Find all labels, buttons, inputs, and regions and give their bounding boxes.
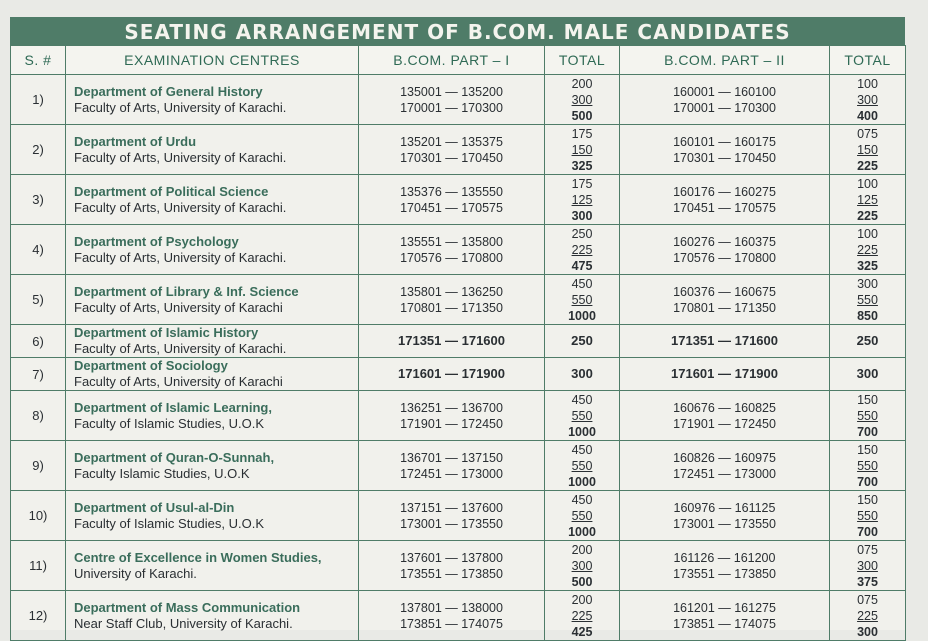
total-value: 100 [857, 176, 878, 191]
total-value: 550 [571, 292, 593, 307]
table-row [11, 358, 906, 391]
header-part2: B.COM. PART – II [620, 46, 830, 75]
part2-range-cell [620, 491, 830, 541]
total-value: 450 [571, 392, 593, 407]
serial-number: 9) [11, 441, 66, 491]
part2-total-cell [830, 75, 906, 125]
part2-range-cell [620, 275, 830, 325]
total-value: 225 [857, 242, 878, 257]
total-value: 250 [571, 333, 593, 348]
faculty-name: Faculty of Arts, University of Karachi. [74, 341, 287, 356]
roll-range: 173851 — 174075 [673, 616, 776, 631]
roll-range: 171351 — 171600 [398, 333, 505, 348]
total-value: 150 [857, 392, 878, 407]
department-name: Department of Library & Inf. Science [74, 283, 299, 299]
roll-range: 137151 — 137600 [400, 500, 503, 515]
part1-total-cell [545, 175, 620, 225]
part2-range-cell [620, 391, 830, 441]
total-value: 400 [857, 108, 878, 123]
part1-total-cell [545, 541, 620, 591]
roll-range: 170001 — 170300 [673, 100, 776, 115]
part1-range-cell [359, 225, 545, 275]
total-value: 300 [571, 366, 593, 381]
part1-total-cell [545, 225, 620, 275]
total-value: 125 [857, 192, 878, 207]
exam-centre-cell [66, 441, 359, 491]
department-name: Department of Islamic Learning, [74, 399, 272, 415]
total-value: 200 [571, 76, 593, 91]
header-centre: EXAMINATION CENTRES [66, 46, 359, 75]
total-value: 300 [856, 366, 879, 381]
part1-range-cell [359, 391, 545, 441]
part1-range-cell [359, 125, 545, 175]
roll-range: 171601 — 171900 [671, 366, 778, 381]
exam-centre-cell [66, 358, 359, 391]
serial-number: 10) [11, 491, 66, 541]
total-value: 100 [857, 226, 878, 241]
total-value: 500 [571, 574, 593, 589]
faculty-name: Faculty of Arts, University of Karachi. [74, 99, 287, 115]
part2-range-cell [620, 125, 830, 175]
total-value: 550 [571, 508, 593, 523]
part2-total-cell [830, 275, 906, 325]
total-value: 450 [571, 276, 593, 291]
faculty-name: Faculty of Arts, University of Karachi. [74, 149, 287, 165]
total-value: 075 [857, 592, 878, 607]
total-value: 200 [571, 542, 593, 557]
part2-total-cell [830, 391, 906, 441]
table-row [11, 325, 906, 358]
roll-range: 136251 — 136700 [400, 400, 503, 415]
roll-range: 160826 — 160975 [673, 450, 776, 465]
total-value: 225 [857, 208, 878, 223]
total-value: 100 [857, 76, 878, 91]
department-name: Department of Islamic History [74, 325, 259, 340]
header-sn: S. # [11, 46, 66, 75]
part2-range-cell [620, 541, 830, 591]
exam-centre-cell [66, 591, 359, 641]
total-value: 300 [571, 558, 593, 573]
exam-centre-cell [66, 541, 359, 591]
roll-range: 135801 — 136250 [400, 284, 503, 299]
total-value: 075 [857, 542, 878, 557]
total-value: 1000 [568, 308, 596, 323]
part2-total-cell [830, 358, 906, 391]
table-row [11, 541, 906, 591]
exam-centre-cell [66, 225, 359, 275]
part1-range-cell [359, 441, 545, 491]
total-value: 325 [571, 158, 593, 173]
exam-centre-cell [66, 275, 359, 325]
roll-range: 160976 — 161125 [673, 500, 776, 515]
total-value: 225 [571, 608, 593, 623]
total-value: 700 [857, 524, 878, 539]
part2-total-cell [830, 125, 906, 175]
total-value: 075 [857, 126, 878, 141]
part1-total-cell [545, 125, 620, 175]
part1-total-cell [545, 591, 620, 641]
roll-range: 170301 — 170450 [400, 150, 503, 165]
faculty-name: Faculty of Arts, University of Karachi [74, 374, 283, 389]
faculty-name: Faculty Islamic Studies, U.O.K [74, 465, 250, 481]
part1-range-cell [359, 75, 545, 125]
total-value: 450 [571, 442, 593, 457]
table-row [11, 491, 906, 541]
part2-total-cell [830, 441, 906, 491]
total-value: 150 [571, 142, 593, 157]
serial-number: 5) [11, 275, 66, 325]
table-row [11, 225, 906, 275]
part1-range-cell [359, 275, 545, 325]
faculty-name: Faculty of Arts, University of Karachi [74, 299, 283, 315]
roll-range: 173551 — 173850 [673, 566, 776, 581]
roll-range: 135001 — 135200 [400, 84, 503, 99]
roll-range: 136701 — 137150 [400, 450, 503, 465]
exam-centre-cell [66, 125, 359, 175]
part2-range-cell [620, 441, 830, 491]
table-row [11, 75, 906, 125]
total-value: 550 [857, 408, 878, 423]
table-row [11, 125, 906, 175]
roll-range: 135201 — 135375 [400, 134, 503, 149]
total-value: 200 [571, 592, 593, 607]
department-name: Department of Sociology [74, 358, 228, 373]
total-value: 300 [857, 276, 878, 291]
total-value: 475 [571, 258, 593, 273]
part2-range-cell [620, 75, 830, 125]
total-value: 550 [571, 458, 593, 473]
part1-range-cell [359, 325, 545, 358]
table-row [11, 391, 906, 441]
header-total1: TOTAL [545, 46, 620, 75]
part2-total-cell [830, 225, 906, 275]
serial-number: 3) [11, 175, 66, 225]
exam-centre-cell [66, 391, 359, 441]
department-name: Department of Mass Communication [74, 599, 301, 615]
table-row [11, 175, 906, 225]
roll-range: 170451 — 170575 [673, 200, 776, 215]
total-value: 175 [571, 126, 593, 141]
serial-number: 1) [11, 75, 66, 125]
roll-range: 135376 — 135550 [400, 184, 503, 199]
serial-number: 6) [11, 325, 66, 358]
faculty-name: Faculty of Arts, University of Karachi. [74, 199, 287, 215]
part1-total-cell [545, 491, 620, 541]
total-value: 225 [571, 242, 593, 257]
roll-range: 173851 — 174075 [400, 616, 503, 631]
part1-range-cell [359, 541, 545, 591]
total-value: 500 [571, 108, 593, 123]
part1-total-cell [545, 391, 620, 441]
total-value: 300 [571, 208, 593, 223]
total-value: 1000 [568, 474, 596, 489]
department-name: Department of Urdu [74, 133, 197, 149]
total-value: 150 [857, 442, 878, 457]
total-value: 1000 [568, 524, 596, 539]
total-value: 300 [571, 92, 593, 107]
roll-range: 135551 — 135800 [400, 234, 503, 249]
header-row [11, 46, 906, 75]
department-name: Department of Quran-O-Sunnah, [74, 449, 275, 465]
roll-range: 160176 — 160275 [673, 184, 776, 199]
roll-range: 160001 — 160100 [673, 84, 776, 99]
roll-range: 171901 — 172450 [400, 416, 503, 431]
serial-number: 2) [11, 125, 66, 175]
total-value: 700 [857, 424, 878, 439]
part1-range-cell [359, 175, 545, 225]
total-value: 150 [857, 142, 878, 157]
part1-range-cell [359, 491, 545, 541]
exam-centre-cell [66, 325, 359, 358]
table-row [11, 275, 906, 325]
table-body [11, 75, 906, 641]
total-value: 225 [857, 158, 878, 173]
total-value: 250 [856, 333, 879, 348]
faculty-name: Faculty of Arts, University of Karachi. [74, 249, 287, 265]
part2-total-cell [830, 541, 906, 591]
part1-range-cell [359, 591, 545, 641]
roll-range: 137601 — 137800 [400, 550, 503, 565]
total-value: 450 [571, 492, 593, 507]
part2-total-cell [830, 491, 906, 541]
roll-range: 170576 — 170800 [673, 250, 776, 265]
part1-total-cell [545, 325, 620, 358]
serial-number: 7) [11, 358, 66, 391]
roll-range: 160276 — 160375 [673, 234, 776, 249]
total-value: 850 [857, 308, 878, 323]
roll-range: 170001 — 170300 [400, 100, 503, 115]
part2-range-cell [620, 325, 830, 358]
table-row [11, 591, 906, 641]
part2-range-cell [620, 225, 830, 275]
roll-range: 160676 — 160825 [673, 400, 776, 415]
part1-range-cell [359, 358, 545, 391]
serial-number: 11) [11, 541, 66, 591]
part2-total-cell [830, 591, 906, 641]
roll-range: 161126 — 161200 [673, 550, 776, 565]
total-value: 550 [857, 508, 878, 523]
roll-range: 170801 — 171350 [673, 300, 776, 315]
department-name: Department of Usul-al-Din [74, 499, 235, 515]
total-value: 700 [857, 474, 878, 489]
roll-range: 173001 — 173550 [673, 516, 776, 531]
roll-range: 170576 — 170800 [400, 250, 503, 265]
roll-range: 160376 — 160675 [673, 284, 776, 299]
total-value: 425 [571, 624, 593, 639]
part2-range-cell [620, 175, 830, 225]
total-value: 150 [857, 492, 878, 507]
exam-centre-cell [66, 491, 359, 541]
roll-range: 170451 — 170575 [400, 200, 503, 215]
roll-range: 173551 — 173850 [400, 566, 503, 581]
roll-range: 172451 — 173000 [400, 466, 503, 481]
exam-centre-cell [66, 75, 359, 125]
roll-range: 171351 — 171600 [671, 333, 778, 348]
total-value: 175 [571, 176, 593, 191]
header-total2: TOTAL [830, 46, 906, 75]
total-value: 125 [571, 192, 593, 207]
roll-range: 171601 — 171900 [398, 366, 505, 381]
roll-range: 172451 — 173000 [673, 466, 776, 481]
total-value: 225 [857, 608, 878, 623]
department-name: Centre of Excellence in Women Studies, [74, 549, 322, 565]
department-name: Department of General History [74, 83, 263, 99]
roll-range: 161201 — 161275 [673, 600, 776, 615]
page-title: SEATING ARRANGEMENT OF B.COM. MALE CANDIDATES [10, 17, 905, 45]
total-value: 300 [857, 624, 878, 639]
exam-centre-cell [66, 175, 359, 225]
seating-table [10, 45, 906, 641]
roll-range: 170801 — 171350 [400, 300, 503, 315]
total-value: 300 [857, 92, 878, 107]
roll-range: 173001 — 173550 [400, 516, 503, 531]
department-name: Department of Political Science [74, 183, 269, 199]
part1-total-cell [545, 441, 620, 491]
header-part1: B.COM. PART – I [359, 46, 545, 75]
total-value: 250 [571, 226, 593, 241]
roll-range: 137801 — 138000 [400, 600, 503, 615]
total-value: 1000 [568, 424, 596, 439]
roll-range: 160101 — 160175 [673, 134, 776, 149]
total-value: 375 [857, 574, 878, 589]
total-value: 550 [571, 408, 593, 423]
total-value: 550 [857, 458, 878, 473]
total-value: 325 [857, 258, 878, 273]
serial-number: 4) [11, 225, 66, 275]
serial-number: 8) [11, 391, 66, 441]
department-name: Department of Psychology [74, 233, 239, 249]
part2-total-cell [830, 175, 906, 225]
part1-total-cell [545, 358, 620, 391]
part1-total-cell [545, 275, 620, 325]
part2-range-cell [620, 358, 830, 391]
part1-total-cell [545, 75, 620, 125]
faculty-name: Near Staff Club, University of Karachi. [74, 615, 293, 631]
part2-total-cell [830, 325, 906, 358]
table-row [11, 441, 906, 491]
total-value: 550 [857, 292, 878, 307]
faculty-name: University of Karachi. [74, 565, 197, 581]
faculty-name: Faculty of Islamic Studies, U.O.K [74, 515, 265, 531]
roll-range: 171901 — 172450 [673, 416, 776, 431]
roll-range: 170301 — 170450 [673, 150, 776, 165]
total-value: 300 [857, 558, 878, 573]
serial-number: 12) [11, 591, 66, 641]
faculty-name: Faculty of Islamic Studies, U.O.K [74, 415, 265, 431]
part2-range-cell [620, 591, 830, 641]
